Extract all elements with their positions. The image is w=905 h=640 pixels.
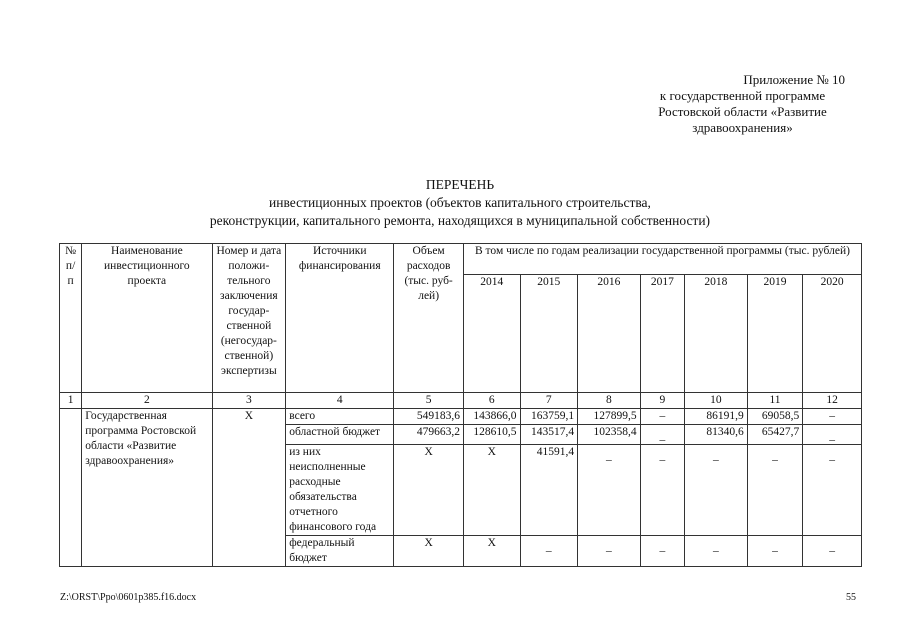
header-source: Источники финансирования: [286, 244, 394, 393]
col-number: 4: [286, 393, 394, 409]
year-cell: [747, 536, 803, 567]
year-cell: –: [803, 409, 862, 425]
col-number: 11: [747, 393, 803, 409]
footer-page-number: 55: [846, 592, 856, 603]
header-year: 2020: [803, 275, 862, 393]
dash-mark: _: [545, 541, 552, 553]
year-cell: [747, 445, 803, 536]
source-cell: областной бюджет: [286, 425, 394, 445]
year-cell: [640, 425, 684, 445]
dash-mark: _: [829, 430, 835, 442]
col-number: 7: [520, 393, 578, 409]
year-cell: 163759,1: [520, 409, 578, 425]
appendix-line: здравоохранения»: [692, 120, 793, 135]
year-cell: [520, 536, 578, 567]
project-name-cell: Государственная программа Ростовской области «Развитие здравоохранения»: [82, 409, 212, 567]
expertise-cell: Х: [212, 409, 286, 567]
volume-cell: Х: [394, 536, 464, 567]
header-expertise: Номер и дата положи-тельного заключения государ-ственной (негосудар-ственной) экспертизы: [212, 244, 286, 393]
year-cell: 65427,7: [747, 425, 803, 445]
header-row: [60, 244, 862, 275]
year-cell: [685, 445, 748, 536]
year-cell: [685, 536, 748, 567]
year-cell: [803, 445, 862, 536]
volume-cell: Х: [394, 445, 464, 536]
header-year: 2019: [747, 275, 803, 393]
header-years-group: В том числе по годам реализации государственной программы (тыс. рублей): [463, 244, 861, 275]
year-cell: Х: [463, 445, 520, 536]
year-cell: [803, 536, 862, 567]
header-year: 2017: [640, 275, 684, 393]
investment-projects-table: [59, 243, 862, 567]
source-cell: федеральный бюджет: [286, 536, 394, 567]
dash-mark: _: [713, 450, 719, 462]
year-cell: [640, 536, 684, 567]
year-cell: –: [640, 409, 684, 425]
document-title: ПЕРЕЧЕНЬ: [425, 177, 495, 192]
volume-cell: 479663,2: [394, 425, 464, 445]
footer-file-path: Z:\ORST\Ppo\0601p385.f16.docx: [60, 592, 197, 603]
dash-mark: _: [829, 541, 835, 553]
year-cell: 128610,5: [463, 425, 520, 445]
dash-mark: _: [829, 450, 835, 462]
header-no: № п/п: [60, 244, 82, 393]
header-year: 2016: [578, 275, 641, 393]
year-cell: 69058,5: [747, 409, 803, 425]
year-cell: [578, 536, 641, 567]
year-cell: 41591,4: [520, 445, 578, 536]
year-cell: 143517,4: [520, 425, 578, 445]
dash-mark: _: [659, 430, 666, 442]
column-numbers-row: [60, 393, 862, 409]
col-number: 10: [685, 393, 748, 409]
document-subtitle-line: инвестиционных проектов (объектов капитального строительства,: [269, 195, 651, 210]
year-cell: [640, 445, 684, 536]
col-number: 5: [394, 393, 464, 409]
col-number: 9: [640, 393, 684, 409]
col-number: 1: [60, 393, 82, 409]
year-cell: 86191,9: [685, 409, 748, 425]
col-number: 8: [578, 393, 641, 409]
dash-mark: _: [605, 450, 612, 462]
document-heading: [60, 176, 860, 230]
header-year: 2014: [463, 275, 520, 393]
dash-mark: _: [772, 541, 778, 553]
year-cell: 81340,6: [685, 425, 748, 445]
year-cell: 102358,4: [578, 425, 641, 445]
appendix-line: Ростовской области «Развитие: [658, 104, 827, 119]
year-cell: [578, 445, 641, 536]
col-number: 2: [82, 393, 212, 409]
row-no-cell: [60, 409, 82, 567]
volume-cell: 549183,6: [394, 409, 464, 425]
header-volume: Объем расходов (тыс. руб-лей): [394, 244, 464, 393]
year-cell: 127899,5: [578, 409, 641, 425]
col-number: 12: [803, 393, 862, 409]
document-subtitle-line: реконструкции, капитального ремонта, находящихся в муниципальной собственности): [209, 213, 711, 228]
table-row: [60, 409, 862, 425]
header-year: 2018: [685, 275, 748, 393]
appendix-header: [600, 72, 845, 136]
header-year: 2015: [520, 275, 578, 393]
dash-mark: _: [713, 541, 719, 553]
header-name: Наименование инвестиционного проекта: [82, 244, 212, 393]
appendix-line: к государственной программе: [659, 88, 826, 103]
dash-mark: _: [659, 450, 666, 462]
year-cell: [803, 425, 862, 445]
source-cell: из них неисполненные расходные обязательства отчетного финансового года: [286, 445, 394, 536]
col-number: 6: [463, 393, 520, 409]
dash-mark: _: [772, 450, 778, 462]
appendix-line: Приложение № 10: [743, 72, 845, 87]
source-cell: всего: [286, 409, 394, 425]
col-number: 3: [212, 393, 286, 409]
year-cell: Х: [463, 536, 520, 567]
year-cell: 143866,0: [463, 409, 520, 425]
dash-mark: _: [659, 541, 666, 553]
dash-mark: _: [605, 541, 612, 553]
